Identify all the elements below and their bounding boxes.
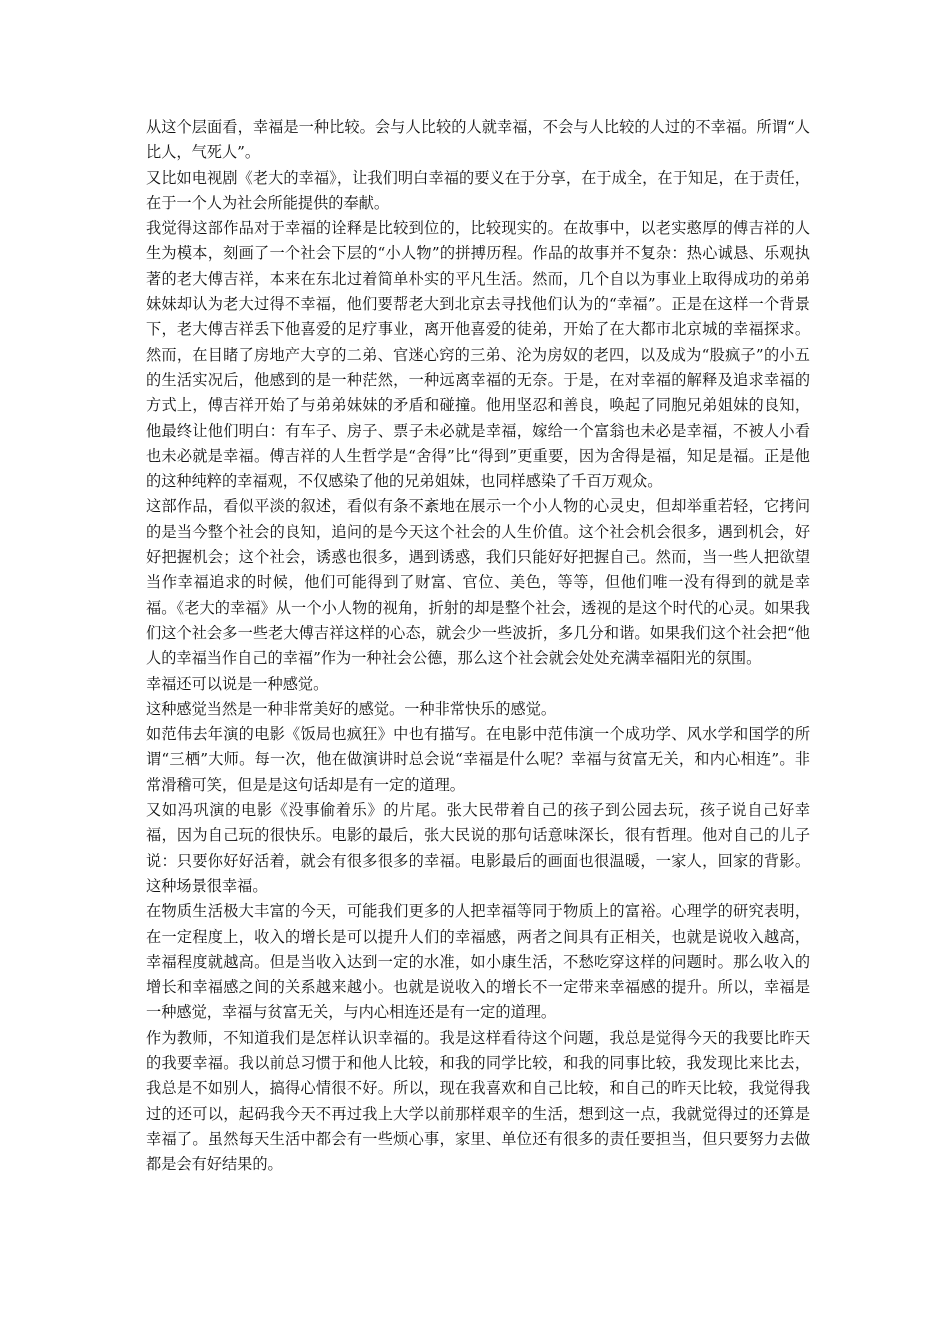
paragraph-material-wealth: 在物质生活极大丰富的今天，可能我们更多的人把幸福等同于物质上的富裕。心理学的研究表明，在一定程度上，收入的增长是可以提升人们的幸福感，两者之间具有正相关，也就是说收入越高，幸福程度就越高。但是当收入达到一定的水准，如小康生活，不愁吃穿这样的问题时。那么收入的增长和幸福感之间的关系越来越小。也就是说收入的增长不一定带来幸福感的提升。所以，幸福是一种感觉，幸福与贫富无关，与内心相连还是有一定的道理。	[146, 902, 810, 1022]
paragraph-fan-wei-film: 如范伟去年演的电影《饭局也疯狂》中也有描写。在电影中范伟演一个成功学、风水学和国学的所谓“三栖”大师。每一次，他在做演讲时总会说“幸福是什么呢？幸福与贫富无关，和内心相连”。非常滑稽可笑，但是是这句话却是有一定的道理。	[146, 725, 810, 794]
paragraph-social-reflection: 这部作品，看似平淡的叙述，看似有条不紊地在展示一个小人物的心灵史，但却举重若轻，它拷问的是当今整个社会的良知，追问的是今天这个社会的人生价值。这个社会机会很多，遇到机会，好好把握机会；这个社会，诱惑也很多，遇到诱惑，我们只能好好把握自己。然而，当一些人把欲望当作幸福追求的时候，他们可能得到了财富、官位、美色，等等，但他们唯一没有得到的就是幸福。《老大的幸福》从一个小人物的视角，折射的却是整个社会，透视的是这个时代的心灵。如果我们这个社会多一些老大傅吉祥这样的心态，就会少一些波折，多几分和谐。如果我们这个社会把“他人的幸福当作自己的幸福”作为一种社会公德，那么这个社会就会处处充满幸福阳光的氛围。	[146, 497, 810, 668]
paragraph-teacher-view: 作为教师，不知道我们是怎样认识幸福的。我是这样看待这个问题，我总是觉得今天的我要比昨天的我要幸福。我以前总习惯于和他人比较，和我的同学比较，和我的同事比较，我发现比来比去，我总是不如别人，搞得心情很不好。所以，现在我喜欢和自己比较，和自己的昨天比较，我觉得我过的还可以，起码我今天不再过我上大学以前那样艰辛的生活，想到这一点，我就觉得过的还算是幸福了。虽然每天生活中都会有一些烦心事，家里、单位还有很多的责任要担当，但只要努力去做都是会有好结果的。	[146, 1028, 810, 1174]
paragraph-feng-gong-film: 又如冯巩演的电影《没事偷着乐》的片尾。张大民带着自己的孩子到公园去玩，孩子说自己好幸福，因为自己玩的很快乐。电影的最后，张大民说的那句话意味深长，很有哲理。他对自己的儿子说：只要你好好活着，就会有很多很多的幸福。电影最后的画面也很温暖，一家人，回家的背影。这种场景很幸福。	[146, 801, 810, 895]
document-body	[146, 115, 810, 1177]
paragraph-comparison: 从这个层面看，幸福是一种比较。会与人比较的人就幸福，不会与人比较的人过的不幸福。所谓“人比人，气死人”。	[146, 118, 810, 162]
paragraph-story-summary: 我觉得这部作品对于幸福的诠释是比较到位的，比较现实的。在故事中，以老实憨厚的傅吉祥的人生为模本，刻画了一个社会下层的“小人物”的拼搏历程。作品的故事并不复杂：热心诚恳、乐观执著的老大傅吉祥，本来在东北过着简单朴实的平凡生活。然而，几个自以为事业上取得成功的弟弟妹妹却认为老大过得不幸福，他们要帮老大到北京去寻找他们认为的“幸福”。正是在这样一个背景下，老大傅吉祥丢下他喜爱的足疗事业，离开他喜爱的徒弟，开始了在大都市北京城的幸福探求。然而，在目睹了房地产大亨的二弟、官迷心窍的三弟、沦为房奴的老四，以及成为“股疯子”的小五的生活实况后，他感到的是一种茫然，一种远离幸福的无奈。于是，在对幸福的解释及追求幸福的方式上，傅吉祥开始了与弟弟妹妹的矛盾和碰撞。他用坚忍和善良，唤起了同胞兄弟姐妹的良知，他最终让他们明白：有车子、房子、票子未必就是幸福，嫁给一个富翁也未必是幸福，不被人小看也未必就是幸福。傅吉祥的人生哲学是“舍得”比“得到”更重要，因为舍得是福，知足是福。正是他的这种纯粹的幸福观，不仅感染了他的兄弟姐妹，也同样感染了千百万观众。	[146, 219, 810, 491]
paragraph-beautiful-feeling: 这种感觉当然是一种非常美好的感觉。一种非常快乐的感觉。	[146, 699, 557, 718]
paragraph-feeling: 幸福还可以说是一种感觉。	[146, 674, 329, 693]
paragraph-tv-drama: 又比如电视剧《老大的幸福》，让我们明白幸福的要义在于分享，在于成全，在于知足，在于责任，在于一个人为社会所能提供的奉献。	[146, 168, 810, 212]
